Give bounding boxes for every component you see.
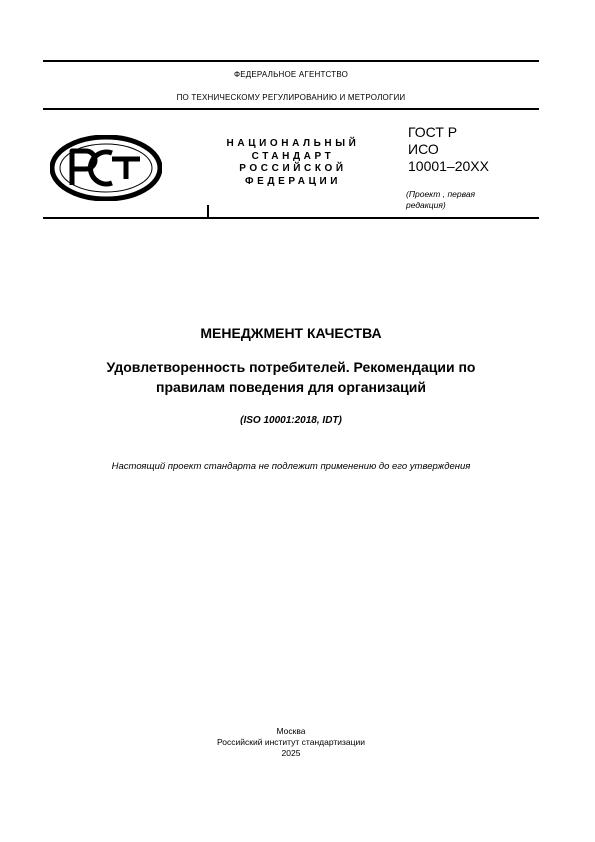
national-standard-label bbox=[208, 138, 378, 188]
subtitle-line: правилам поведения для организаций bbox=[156, 379, 426, 395]
designation-line: 10001–20XX bbox=[408, 158, 489, 174]
draft-notice: Настоящий проект стандарта не подлежит применению до его утверждения bbox=[111, 461, 471, 472]
logo-text: РСТ bbox=[106, 199, 108, 200]
header-rule bbox=[43, 108, 539, 110]
subtitle-line: Удовлетворенность потребителей. Рекомендации по bbox=[106, 359, 476, 375]
national-standard-line: ФЕДЕРАЦИИ bbox=[244, 175, 342, 187]
standard-designation bbox=[408, 124, 489, 175]
publication-city: Москва bbox=[276, 726, 306, 736]
designation-line: ГОСТ Р bbox=[408, 124, 458, 140]
agency-name-line1: ФЕДЕРАЛЬНОЕ АГЕНТСТВО bbox=[233, 70, 349, 79]
iso-reference: (ISO 10001:2018, IDT) bbox=[240, 415, 342, 426]
publication-year: 2025 bbox=[281, 748, 301, 758]
top-rule bbox=[43, 60, 539, 62]
document-subtitle bbox=[43, 357, 539, 397]
agency-name-line2: ПО ТЕХНИЧЕСКОМУ РЕГУЛИРОВАНИЮ И МЕТРОЛОГИИ bbox=[176, 93, 406, 102]
designation-line: ИСО bbox=[408, 141, 439, 157]
national-standard-line: РОССИЙСКОЙ bbox=[239, 163, 347, 174]
document-title: МЕНЕДЖМЕНТ КАЧЕСТВА bbox=[200, 325, 382, 341]
draft-note-line: (Проект , первая bbox=[406, 189, 476, 199]
header-bottom-rule bbox=[43, 217, 539, 219]
rst-certification-mark-icon bbox=[50, 135, 162, 201]
national-standard-line: СТАНДАРТ bbox=[251, 150, 335, 162]
national-standard-line: НАЦИОНАЛЬНЫЙ bbox=[226, 138, 360, 149]
publisher-name: Российский институт стандартизации bbox=[217, 737, 365, 747]
draft-note-line: редакция) bbox=[406, 200, 446, 210]
draft-edition-note bbox=[406, 189, 506, 211]
publication-info bbox=[43, 726, 539, 759]
